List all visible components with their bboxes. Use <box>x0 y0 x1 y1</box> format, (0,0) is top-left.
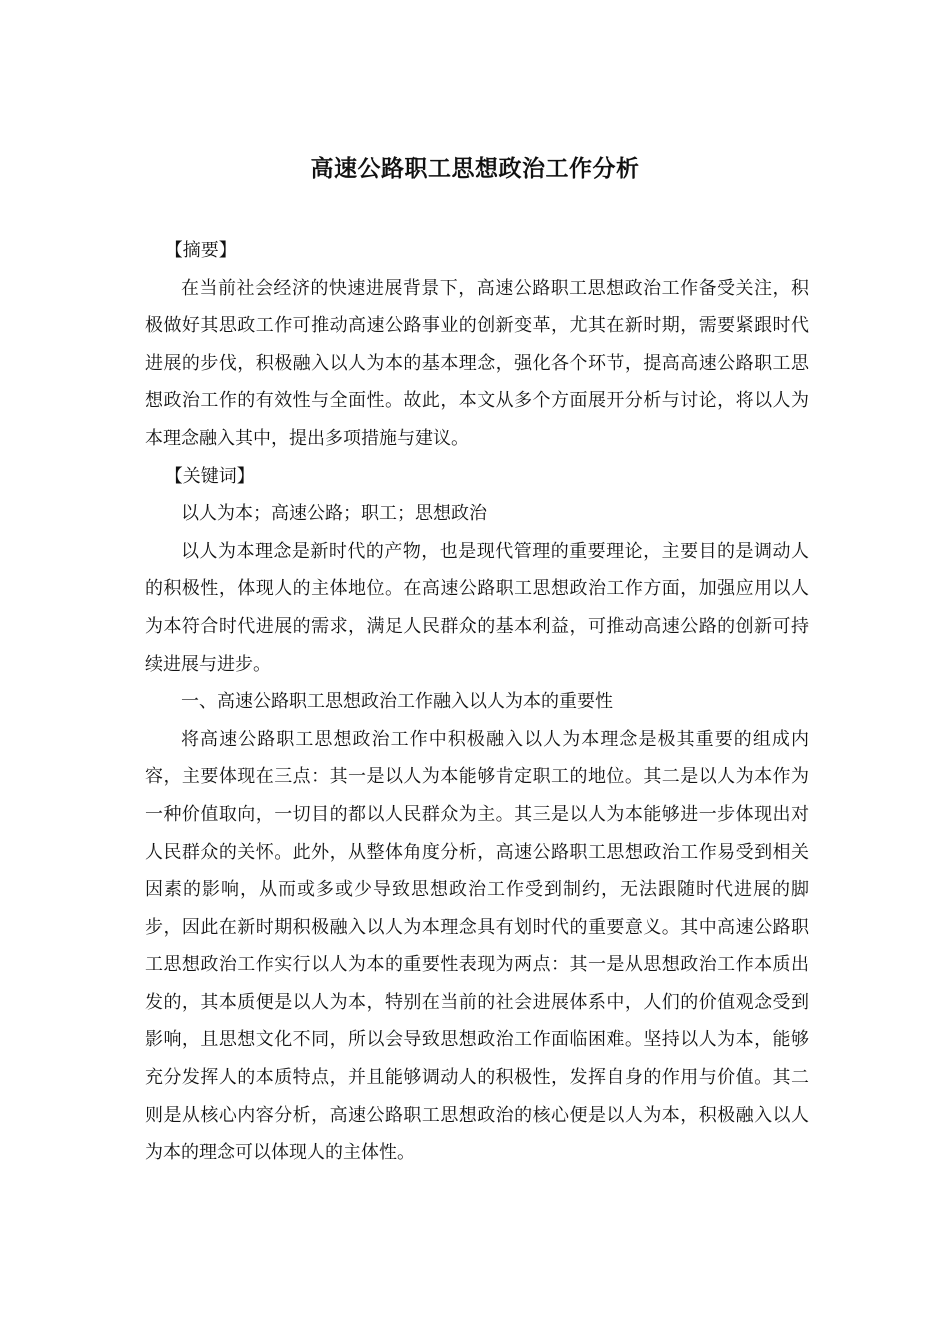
section-heading: 一、高速公路职工思想政治工作融入以人为本的重要性 <box>181 691 613 713</box>
abstract-label: 【摘要】 <box>164 240 237 261</box>
keywords-label: 【关键词】 <box>164 465 255 487</box>
intro-paragraph: 以人为本理念是新时代的产物，也是现代管理的重要理论，主要目的是调动人的积极性，体现人的主体地位。在高速公路职工思想政治工作方面，加强应用以人为本符合时代进展的需求，满足人民群众的基本利益，可推动高速公路的创新可持续进展与进步。 <box>145 540 809 675</box>
section-paragraph: 将高速公路职工思想政治工作中积极融入以人为本理念是极其重要的组成内容，主要体现在三点：其一是以人为本能够肯定职工的地位。其二是以人为本作为一种价值取向，一切目的都以人民群众为主。其三是以人为本能够进一步体现出对人民群众的关怀。此外，从整体角度分析，高速公路职工思想政治工作易受到相关因素的影响，从而或多或少导致思想政治工作受到制约，无法跟随时代进展的脚步，因此在新时期积极融入以人为本理念具有划时代的重要意义。其中高速公路职工思想政治工作实行以人为本的重要性表现为两点：其一是从思想政治工作本质出发的，其本质便是以人为本，特别在当前的社会进展体系中，人们的价值观念受到影响，且思想文化不同，所以会导致思想政治工作面临困难。坚持以人为本，能够充分发挥人的本质特点，并且能够调动人的积极性，发挥自身的作用与价值。其二则是从核心内容分析，高速公路职工思想政治的核心便是以人为本，积极融入以人为本的理念可以体现人的主体性。 <box>145 728 809 1164</box>
document-body <box>145 232 809 1172</box>
abstract-paragraph: 在当前社会经济的快速进展背景下，高速公路职工思想政治工作备受关注，积极做好其思政工作可推动高速公路事业的创新变革，尤其在新时期，需要紧跟时代进展的步伐，积极融入以人为本的基本理念，强化各个环节，提高高速公路职工思想政治工作的有效性与全面性。故此，本文从多个方面展开分析与讨论，将以人为本理念融入其中，提出多项措施与建议。 <box>145 277 809 449</box>
document-title: 高速公路职工思想政治工作分析 <box>310 155 640 182</box>
keywords-text: 以人为本；高速公路；职工；思想政治 <box>181 503 487 525</box>
